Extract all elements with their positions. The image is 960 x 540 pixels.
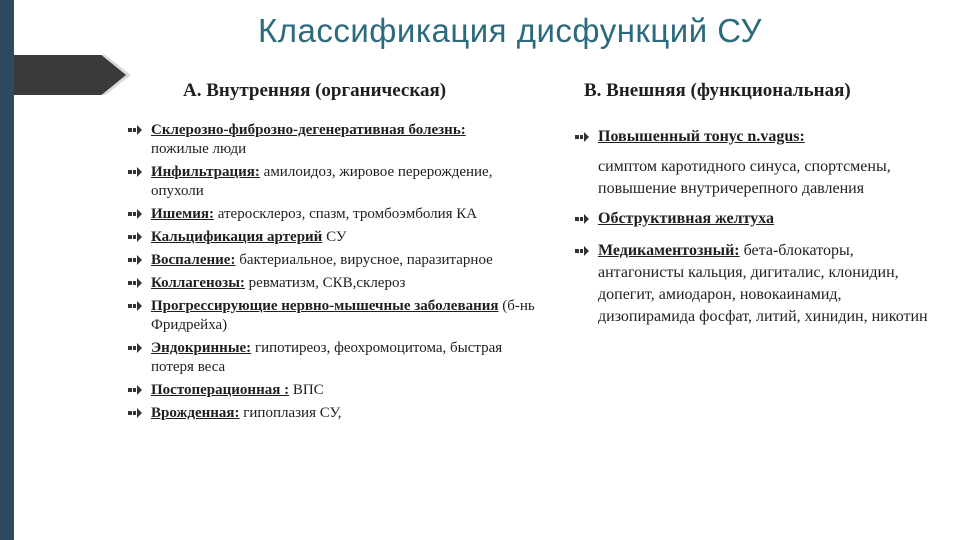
list-item <box>128 121 548 159</box>
item-key: Инфильтрация: <box>151 164 260 180</box>
arrow-bullet-icon <box>128 231 142 243</box>
column-a-list <box>128 121 548 427</box>
item-key: Склерозно-фиброзно-дегенеративная болезнь: <box>151 122 466 138</box>
item-key: Повышенный тонус n.vagus: <box>598 128 805 145</box>
list-item <box>575 240 935 328</box>
arrow-bullet-icon <box>575 213 589 225</box>
item-key: Кальцификация артерий <box>151 229 323 245</box>
arrow-bullet-icon <box>128 300 142 312</box>
item-key: Эндокринные: <box>151 340 252 356</box>
item-text: ревматизм, СКВ,склероз <box>248 275 406 291</box>
item-text: гипотиреоз, феохромоцитома, быстрая потеря веса <box>151 340 503 375</box>
list-item <box>128 404 548 423</box>
item-text: симптом каротидного синуса, спортсмены, повышение внутричерепного давления <box>598 158 891 197</box>
item-key: Врожденная: <box>151 405 240 421</box>
arrow-bullet-icon <box>128 342 142 354</box>
item-text: (б-нь Фридрейха) <box>151 298 535 333</box>
item-key: Медикаментозный: <box>598 242 740 259</box>
item-key: Постоперационная : <box>151 382 290 398</box>
list-item <box>128 205 548 224</box>
item-text: гипоплазия СУ, <box>243 405 342 421</box>
arrow-bullet-icon <box>128 407 142 419</box>
item-key: Прогрессирующие нервно-мышечные заболевания <box>151 298 499 314</box>
item-key: Ишемия: <box>151 206 214 222</box>
arrow-bullet-icon <box>128 208 142 220</box>
item-text: атеросклероз, спазм, тромбоэмболия КА <box>217 206 478 222</box>
item-text: СУ <box>326 229 347 245</box>
arrow-bullet-icon <box>128 384 142 396</box>
list-item <box>128 274 548 293</box>
arrow-bullet-icon <box>575 245 589 257</box>
left-accent-bar <box>0 0 14 540</box>
item-key: Коллагенозы: <box>151 275 245 291</box>
list-item <box>575 208 935 230</box>
column-b-list <box>575 126 935 338</box>
arrow-bullet-icon <box>128 254 142 266</box>
list-item <box>128 251 548 270</box>
arrow-bullet-icon <box>128 277 142 289</box>
list-item <box>128 297 548 335</box>
item-text: бактериальное, вирусное, паразитарное <box>239 252 493 268</box>
list-item <box>128 381 548 400</box>
arrow-bullet-icon <box>575 131 589 143</box>
item-key: Обструктивная желтуха <box>598 210 775 227</box>
list-item <box>128 228 548 247</box>
arrow-bullet-icon <box>128 166 142 178</box>
list-item <box>128 339 548 377</box>
item-text: ВПС <box>292 382 324 398</box>
item-text: бета-блокаторы, антагонисты кальция, дигиталис, клонидин, допегит, амиодарон, новокаинамид, дизопирамида фосфат, литий, хинидин, никотин <box>598 242 928 325</box>
arrow-bullet-icon <box>128 124 142 136</box>
column-b-heading: B. Внешняя (функциональная) <box>584 80 851 101</box>
list-item <box>128 163 548 201</box>
slide-title: Классификация дисфункций СУ <box>257 12 762 49</box>
item-text: пожилые люди <box>151 141 247 157</box>
item-text: амилоидоз, жировое перерождение, опухоли <box>151 164 493 199</box>
item-key: Воспаление: <box>151 252 236 268</box>
list-item <box>575 126 935 148</box>
column-a-heading: A. Внутренняя (органическая) <box>183 80 447 101</box>
